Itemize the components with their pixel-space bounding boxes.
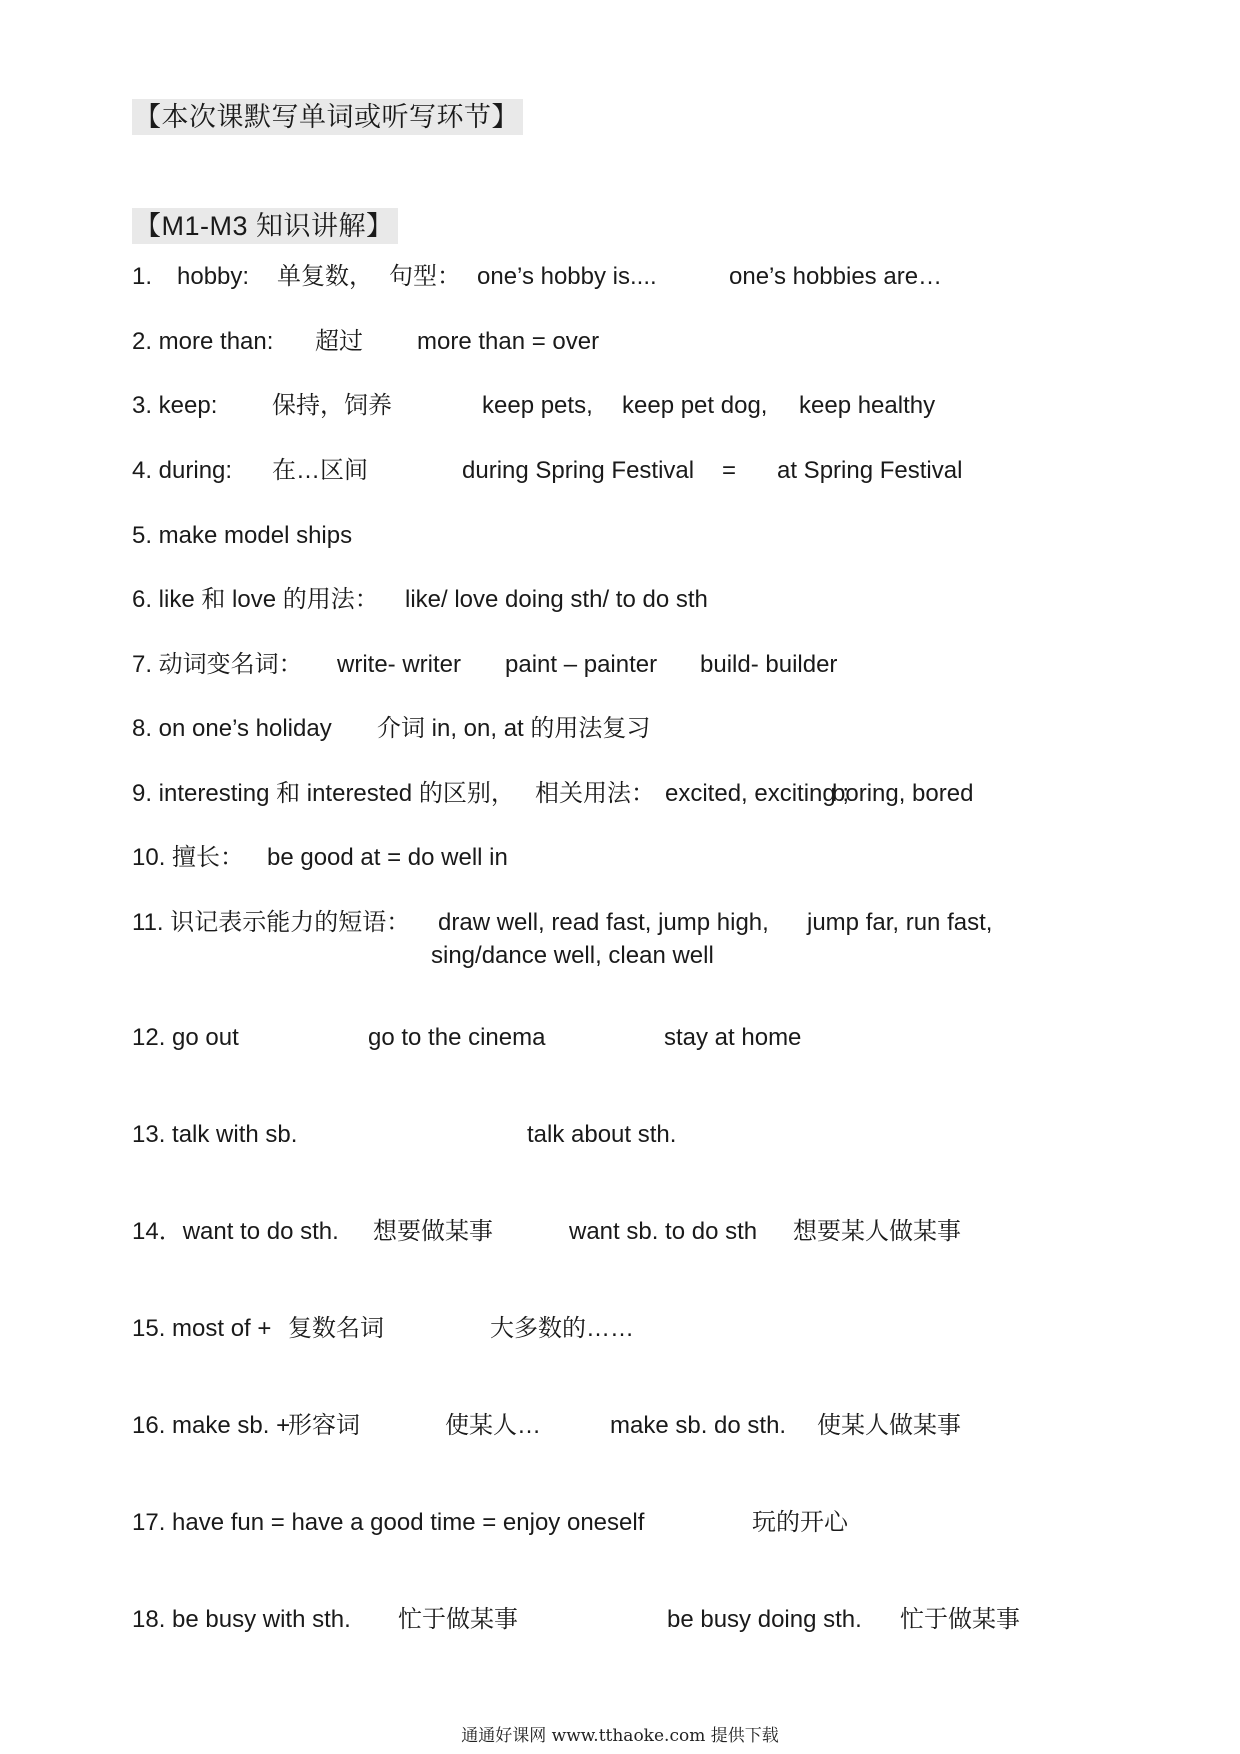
- list-item-segment: 6. like 和 love 的用法：: [132, 586, 379, 613]
- list-item-segment: talk about sth.: [527, 1121, 677, 1148]
- list-item-segment: jump far, run fast,: [807, 909, 993, 936]
- list-item-segment: 超过: [315, 328, 363, 355]
- list-item-segment: boring, bored: [832, 780, 974, 807]
- list-item-segment: at Spring Festival: [777, 457, 963, 484]
- list-item-segment: draw well, read fast, jump high,: [438, 909, 769, 936]
- list-item-segment: 大多数的……: [490, 1315, 634, 1342]
- list-item-segment: one’s hobbies are…: [729, 263, 943, 290]
- list-item-segment: 形容词: [288, 1412, 360, 1439]
- list-item-segment: build- builder: [700, 651, 838, 678]
- list-item-segment: go to the cinema: [368, 1024, 546, 1051]
- list-item-segment: like/ love doing sth/ to do sth: [405, 586, 708, 613]
- list-item-segment: stay at home: [664, 1024, 802, 1051]
- list-item-segment: keep pet dog,: [622, 392, 768, 419]
- list-item-segment: 15. most of +: [132, 1315, 272, 1342]
- list-item-segment: 使某人…: [445, 1412, 541, 1439]
- list-item-segment: hobby:: [177, 263, 250, 290]
- list-item-segment: 句型：: [389, 263, 461, 290]
- list-item-segment: want sb. to do sth: [569, 1218, 758, 1245]
- list-item-segment: 13. talk with sb.: [132, 1121, 298, 1148]
- list-item-segment: keep healthy: [799, 392, 936, 419]
- page-footer: 通通好课网 www.tthaoke.com 提供下载: [461, 1726, 779, 1746]
- list-item-segment: be good at = do well in: [267, 844, 508, 871]
- list-item-segment: 18. be busy with sth.: [132, 1606, 351, 1633]
- list-item-segment: more than = over: [417, 328, 600, 355]
- list-item-segment: 16. make sb. +: [132, 1412, 291, 1439]
- list-item-segment: excited, exciting ;: [665, 780, 850, 807]
- list-item-segment: 相关用法：: [535, 780, 655, 807]
- list-item-segment: write- writer: [337, 651, 461, 678]
- list-item-segment: 在…区间: [272, 457, 368, 484]
- list-item-segment: 使某人做某事: [817, 1412, 961, 1439]
- list-item-segment: 2. more than:: [132, 328, 274, 355]
- list-item-segment: paint – painter: [505, 651, 658, 678]
- list-item-segment: 介词 in, on, at 的用法复习: [377, 715, 651, 742]
- list-item-segment: one’s hobby is....: [477, 263, 657, 290]
- list-item-segment: 单复数，: [277, 263, 373, 290]
- list-item-segment: 8. on one’s holiday: [132, 715, 332, 742]
- list-item-segment: 忙于做某事: [900, 1606, 1020, 1633]
- list-item-segment: 玩的开心: [752, 1509, 848, 1536]
- list-item-segment: 14．want to do sth.: [132, 1218, 339, 1245]
- list-item-segment: keep pets,: [482, 392, 593, 419]
- list-item-segment: 想要做某事: [373, 1218, 493, 1245]
- list-item-segment: 1.: [132, 263, 153, 290]
- list-item-segment: make sb. do sth.: [610, 1412, 787, 1439]
- list-item-segment: 10. 擅长：: [132, 844, 245, 871]
- list-item-segment: 3. keep:: [132, 392, 218, 419]
- list-item-segment: 7. 动词变名词：: [132, 651, 303, 678]
- list-item-segment: 11. 识记表示能力的短语：: [132, 909, 411, 936]
- list-item-segment: 忙于做某事: [398, 1606, 518, 1633]
- list-item-segment: =: [722, 457, 737, 484]
- list-item-segment: 复数名词: [288, 1315, 384, 1342]
- list-item-segment: 保持，饲养: [272, 392, 392, 419]
- list-item-segment: 5. make model ships: [132, 522, 353, 549]
- list-item-continuation: sing/dance well, clean well: [431, 942, 714, 969]
- list-item-segment: 4. during:: [132, 457, 233, 484]
- list-item-segment: 12. go out: [132, 1024, 239, 1051]
- list-item-segment: 9. interesting 和 interested 的区别，: [132, 780, 515, 807]
- list-item-segment: 想要某人做某事: [793, 1218, 961, 1245]
- section-heading-dictation: 【本次课默写单词或听写环节】: [132, 99, 523, 135]
- list-item-segment: be busy doing sth.: [667, 1606, 862, 1633]
- list-item-segment: 17. have fun = have a good time = enjoy oneself: [132, 1509, 645, 1536]
- section-heading-knowledge: 【M1-M3 知识讲解】: [132, 208, 398, 244]
- list-item-segment: during Spring Festival: [462, 457, 695, 484]
